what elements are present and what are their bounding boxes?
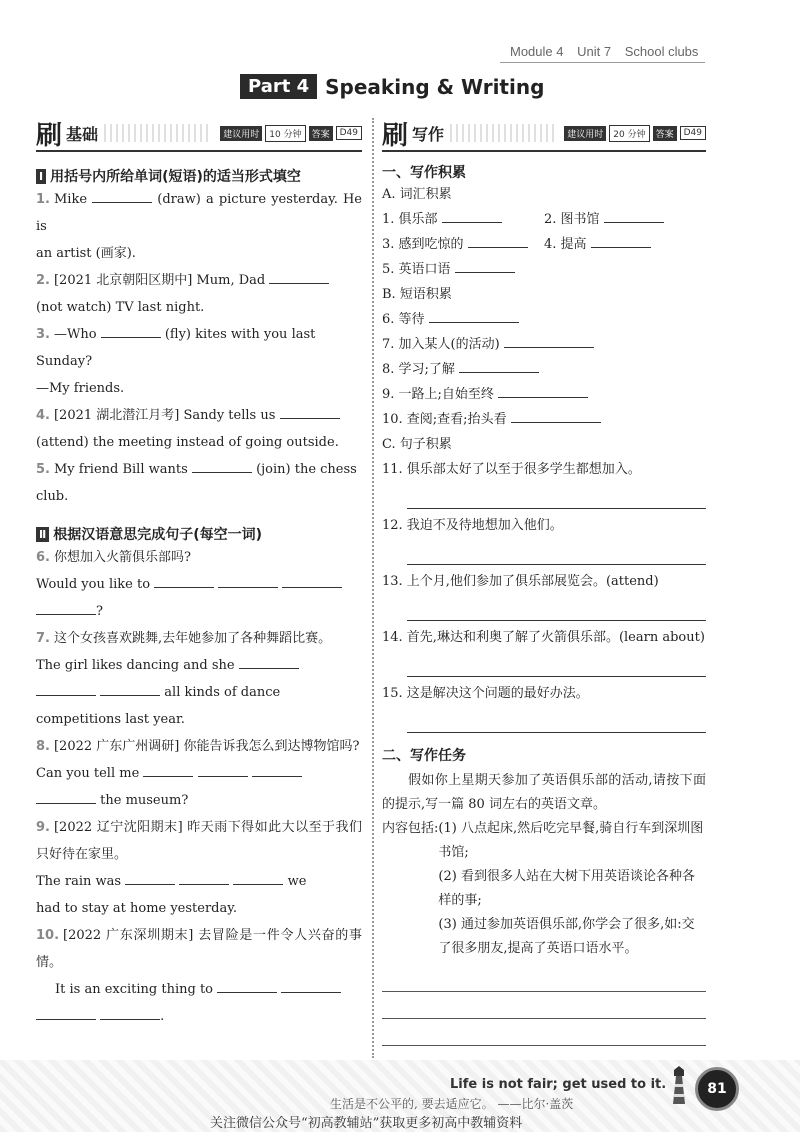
answer-blank[interactable] xyxy=(455,258,515,273)
phrase-item: 10. 查阅;查看;抬头看 xyxy=(382,412,507,427)
answer-blank[interactable] xyxy=(218,573,278,588)
q-text: had to stay at home yesterday. xyxy=(36,901,238,916)
q-text: club. xyxy=(36,489,69,504)
answer-blank[interactable] xyxy=(179,870,229,885)
question-3 xyxy=(36,321,362,402)
motto-chinese: 生活是不公平的, 要去适应它。 ——比尔·盖茨 xyxy=(330,1097,574,1111)
section-name: 基础 xyxy=(66,124,99,144)
brush-icon: 刷 xyxy=(36,120,63,151)
content-item: (3) 通过参加英语俱乐部,你学会了很多,如:交了很多朋友,提高了英语口语水平。 xyxy=(438,917,695,956)
sentence-item: 11. 俱乐部太好了以至于很多学生都想加入。 xyxy=(382,462,641,477)
answer-line[interactable] xyxy=(407,706,706,733)
answer-blank[interactable] xyxy=(125,870,175,885)
answer-line[interactable] xyxy=(407,538,706,565)
q-text: 这个女孩喜欢跳舞,去年她参加了各种舞蹈比赛。 xyxy=(53,631,332,646)
vocab-item: 4. 提高 xyxy=(544,237,587,252)
answer-blank[interactable] xyxy=(280,404,340,419)
q-text: (not watch) TV last night. xyxy=(36,300,205,315)
heading-text: 根据汉语意思完成句子(每空一词) xyxy=(53,527,263,543)
sentence-item: 12. 我迫不及待地想加入他们。 xyxy=(382,518,563,533)
answer-line[interactable] xyxy=(407,482,706,509)
vocab-heading: A. 词汇积累 xyxy=(382,187,452,202)
vocab-item: 3. 感到吃惊的 xyxy=(382,237,464,252)
phrase-item: 9. 一路上;自始至终 xyxy=(382,387,494,402)
answer-page: D49 xyxy=(680,126,706,140)
answer-blank[interactable] xyxy=(154,573,214,588)
q-text: all kinds of dance xyxy=(164,685,281,700)
question-1 xyxy=(36,186,362,267)
section-name: 写作 xyxy=(412,124,445,144)
q-text: we xyxy=(287,874,307,889)
answer-blank[interactable] xyxy=(101,323,161,338)
time-value: 10 分钟 xyxy=(265,125,305,142)
q-text: an artist (画家). xyxy=(36,246,136,261)
answer-blank[interactable] xyxy=(36,1005,96,1020)
section-i-heading xyxy=(36,166,362,186)
answer-blank[interactable] xyxy=(459,358,539,373)
answer-blank[interactable] xyxy=(36,789,96,804)
q-text: Would you like to xyxy=(36,577,151,592)
q-text: The rain was xyxy=(36,874,122,889)
answer-blank[interactable] xyxy=(92,188,152,203)
q-text: The girl likes dancing and she xyxy=(36,658,235,673)
q-text: 你想加入火箭俱乐部吗? xyxy=(53,550,191,565)
time-value: 20 分钟 xyxy=(609,125,649,142)
column-divider xyxy=(372,118,374,1058)
phrase-item: 6. 等待 xyxy=(382,312,425,327)
q-number: 6. xyxy=(36,550,50,565)
q-text: Mike xyxy=(53,192,88,207)
answer-blank[interactable] xyxy=(504,333,594,348)
vocab-item: 5. 英语口语 xyxy=(382,262,451,277)
q-text: —My friends. xyxy=(36,381,125,396)
q-text: (join) the chess xyxy=(256,462,357,477)
question-6 xyxy=(36,544,362,625)
phrase-heading: B. 短语积累 xyxy=(382,287,452,302)
q-text: [2021 湖北潜江月考] Sandy tells us xyxy=(53,408,276,423)
q-text: (draw) a picture yesterday. He is xyxy=(36,192,363,234)
answer-line[interactable] xyxy=(407,594,706,621)
q-text: Can you tell me xyxy=(36,766,140,781)
vocab-row xyxy=(382,207,706,232)
writing-line[interactable] xyxy=(382,1019,706,1046)
running-header xyxy=(510,44,708,59)
answer-blank[interactable] xyxy=(233,870,283,885)
phrase-row xyxy=(382,407,706,432)
q-text: —Who xyxy=(53,327,97,342)
question-10 xyxy=(36,922,362,1030)
wechat-notice: 关注微信公众号“初高教辅站”获取更多初高中教辅资料 xyxy=(210,1116,523,1131)
answer-blank[interactable] xyxy=(143,762,193,777)
answer-blank[interactable] xyxy=(239,654,299,669)
phrase-row xyxy=(382,307,706,332)
vocab-item: 1. 俱乐部 xyxy=(382,212,438,227)
question-2 xyxy=(36,267,362,321)
decor-stripes xyxy=(450,124,555,142)
q-text: ? xyxy=(96,604,103,619)
answer-blank[interactable] xyxy=(217,978,277,993)
writing-task-heading: 二、写作任务 xyxy=(382,748,466,764)
phrase-row xyxy=(382,357,706,382)
brush-icon: 刷 xyxy=(382,120,409,151)
writing-line[interactable] xyxy=(382,965,706,992)
heading-text: 用括号内所给单词(短语)的适当形式填空 xyxy=(50,169,301,185)
vocab-row xyxy=(382,232,706,257)
q-text: My friend Bill wants xyxy=(53,462,188,477)
writing-column xyxy=(382,116,706,1046)
answer-blank[interactable] xyxy=(591,233,651,248)
q-number: 4. xyxy=(36,408,50,423)
sentence-item: 13. 上个月,他们参加了俱乐部展览会。(attend) xyxy=(382,574,659,589)
answer-blank[interactable] xyxy=(282,573,342,588)
q-number: 9. xyxy=(36,820,50,835)
writing-header xyxy=(382,116,706,152)
q-text: the museum? xyxy=(100,793,189,808)
answer-blank[interactable] xyxy=(198,762,248,777)
answer-blank[interactable] xyxy=(100,1005,160,1020)
time-label: 建议用时 xyxy=(564,126,606,141)
q-text: [2022 辽宁沈阳期末] 昨天雨下得如此大以至于我们只好待在家里。 xyxy=(36,820,362,862)
q-text: [2021 北京朝阳区期中] Mum, Dad xyxy=(53,273,266,288)
answer-blank[interactable] xyxy=(442,208,502,223)
part-title: Speaking & Writing xyxy=(325,74,545,99)
answer-blank[interactable] xyxy=(100,681,160,696)
sentence-item: 14. 首先,琳达和利奥了解了火箭俱乐部。(learn about) xyxy=(382,630,705,645)
q-text: (fly) kites with you last xyxy=(164,327,316,342)
answer-page: D49 xyxy=(336,126,362,140)
page-number: 81 xyxy=(695,1067,739,1111)
answer-line[interactable] xyxy=(407,650,706,677)
page-title xyxy=(240,74,544,99)
q-number: 7. xyxy=(36,631,50,646)
roman-numeral: Ⅱ xyxy=(36,527,49,542)
roman-numeral: Ⅰ xyxy=(36,169,46,184)
answer-blank[interactable] xyxy=(604,208,664,223)
q-number: 3. xyxy=(36,327,50,342)
q-number: 2. xyxy=(36,273,50,288)
answer-blank[interactable] xyxy=(468,233,528,248)
q-number: 5. xyxy=(36,462,50,477)
answer-blank[interactable] xyxy=(36,600,96,615)
q-text: [2022 广东广州调研] 你能告诉我怎么到达博物馆吗? xyxy=(53,739,360,754)
header-rule xyxy=(500,62,705,63)
q-text: competitions last year. xyxy=(36,712,185,727)
answer-label: 答案 xyxy=(653,126,677,141)
writing-line[interactable] xyxy=(382,992,706,1019)
sentence-item: 15. 这是解决这个问题的最好办法。 xyxy=(382,686,589,701)
decor-stripes xyxy=(104,124,211,142)
part-badge: Part 4 xyxy=(240,74,317,99)
question-4 xyxy=(36,402,362,456)
phrase-item: 8. 学习;了解 xyxy=(382,362,455,377)
time-label: 建议用时 xyxy=(220,126,262,141)
question-8 xyxy=(36,733,362,814)
vocab-item: 2. 图书馆 xyxy=(544,212,600,227)
vocab-row xyxy=(382,257,706,282)
question-9 xyxy=(36,814,362,922)
sentence-heading: C. 句子积累 xyxy=(382,437,452,452)
question-7 xyxy=(36,625,362,733)
basics-column xyxy=(36,116,362,1030)
answer-blank[interactable] xyxy=(511,408,601,423)
phrase-row xyxy=(382,382,706,407)
q-text: . xyxy=(160,1009,165,1024)
writing-accumulation-heading: 一、写作积累 xyxy=(382,165,466,181)
q-number: 1. xyxy=(36,192,50,207)
answer-blank[interactable] xyxy=(36,681,96,696)
q-number: 8. xyxy=(36,739,50,754)
answer-blank[interactable] xyxy=(498,383,588,398)
q-number: 10. xyxy=(36,928,60,943)
basics-header xyxy=(36,116,362,152)
topic-label: School clubs xyxy=(624,44,699,59)
q-text: (attend) the meeting instead of going outside. xyxy=(36,435,339,450)
task-prompt: 假如你上星期天参加了英语俱乐部的活动,请按下面的提示,写一篇 80 词左右的英语文章。 xyxy=(382,773,706,812)
content-item: (2) 看到很多人站在大树下用英语谈论各种各样的事; xyxy=(438,869,695,908)
motto-english: Life is not fair; get used to it. xyxy=(450,1077,667,1092)
phrase-item: 7. 加入某人(的活动) xyxy=(382,337,500,352)
content-item: (1) 八点起床,然后吃完早餐,骑自行车到深圳图书馆; xyxy=(438,821,704,860)
question-5 xyxy=(36,456,362,510)
q-text: It is an exciting thing to xyxy=(55,982,214,997)
section-ii-heading xyxy=(36,524,362,544)
module-label: Module 4 xyxy=(510,44,564,59)
answer-blank[interactable] xyxy=(192,458,252,473)
content-label: 内容包括: xyxy=(382,821,439,836)
unit-label: Unit 7 xyxy=(577,44,612,59)
answer-blank[interactable] xyxy=(269,269,329,284)
answer-blank[interactable] xyxy=(252,762,302,777)
q-text: [2022 广东深圳期末] 去冒险是一件令人兴奋的事情。 xyxy=(36,928,362,970)
q-text: Sunday? xyxy=(36,354,93,369)
answer-label: 答案 xyxy=(309,126,333,141)
answer-blank[interactable] xyxy=(281,978,341,993)
lighthouse-icon xyxy=(668,1066,690,1106)
phrase-row xyxy=(382,332,706,357)
content-list xyxy=(382,817,706,961)
answer-blank[interactable] xyxy=(429,308,519,323)
